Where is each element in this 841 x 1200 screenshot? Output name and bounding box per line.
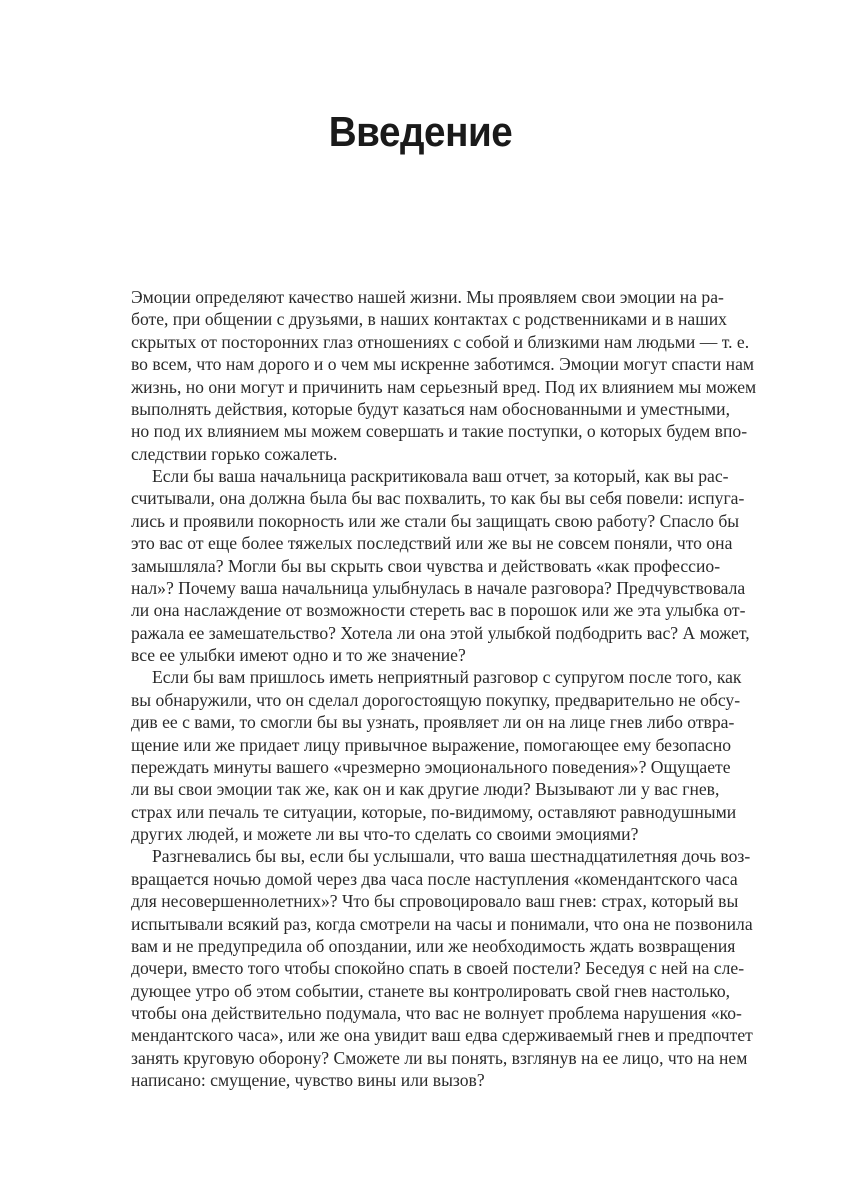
text-line: вы обнаружили, что он сделал дорогостоящую покупку, предварительно не обсу- bbox=[131, 689, 741, 710]
text-line: испытывали всякий раз, когда смотрели на часы и понимали, что она не позвонила bbox=[131, 913, 753, 934]
text-line: вам и не предупредила об опоздании, или же необходимость ждать возвращения bbox=[131, 935, 736, 956]
text-line: жизнь, но они могут и причинить нам серьезный вред. Под их влиянием мы можем bbox=[131, 376, 757, 397]
text-line: выполнять действия, которые будут казаться нам обоснованными и уместными, bbox=[131, 398, 730, 419]
paragraph bbox=[131, 286, 757, 465]
text-line: Если бы вам пришлось иметь неприятный разговор с супругом после того, как bbox=[152, 667, 742, 688]
text-line: лись и проявили покорность или же стали бы защищать свою работу? Спасло бы bbox=[131, 510, 740, 531]
text-line: все ее улыбки имеют одно и то же значение? bbox=[131, 645, 466, 665]
text-line: для несовершеннолетних»? Что бы спровоцировало ваш гнев: страх, который вы bbox=[131, 891, 739, 912]
text-line: переждать минуты вашего «чрезмерно эмоционального поведения»? Ощущаете bbox=[131, 756, 731, 777]
chapter-body bbox=[131, 286, 757, 1092]
text-line: считывали, она должна была бы вас похвалить, то как бы вы себя повели: испуга- bbox=[131, 488, 745, 509]
text-line: нал»? Почему ваша начальница улыбнулась в начале разговора? Предчувствовала bbox=[131, 577, 746, 598]
text-line: вращается ночью домой через два часа после наступления «комендантского часа bbox=[131, 868, 738, 889]
text-line: страх или печаль те ситуации, которые, по-видимому, оставляют равнодушными bbox=[131, 801, 737, 822]
text-line: дующее утро об этом событии, станете вы контролировать свой гнев настолько, bbox=[131, 980, 731, 1001]
text-line: замышляла? Могли бы вы скрыть свои чувства и действовать «как профессио- bbox=[131, 555, 721, 576]
text-line: див ее с вами, то смогли бы вы узнать, проявляет ли он на лице гнев либо отвра- bbox=[131, 712, 735, 733]
text-line: Разгневались бы вы, если бы услышали, что ваша шестнадцатилетняя дочь воз- bbox=[152, 846, 751, 867]
text-line: Эмоции определяют качество нашей жизни. Мы проявляем свои эмоции на ра- bbox=[131, 287, 724, 307]
paragraph bbox=[131, 666, 742, 845]
text-line: Если бы ваша начальница раскритиковала ваш отчет, за который, как вы рас- bbox=[152, 466, 729, 486]
text-line: ли она наслаждение от возможности стереть вас в порошок или же эта улыбка от- bbox=[131, 600, 746, 621]
text-line: это вас от еще более тяжелых последствий или же вы не совсем поняли, что она bbox=[131, 533, 733, 554]
text-line: но под их влиянием мы можем совершать и такие поступки, о которых будем впо- bbox=[131, 421, 748, 442]
text-line: других людей, и можете ли вы что-то сделать со своими эмоциями? bbox=[131, 824, 639, 844]
text-line: ражала ее замешательство? Хотела ли она этой улыбкой подбодрить вас? А может, bbox=[131, 622, 750, 643]
text-line: щение или же придает лицу привычное выражение, помогающее ему безопасно bbox=[131, 734, 732, 755]
text-line: скрытых от посторонних глаз отношениях с собой и близкими нам людьми — т. е. bbox=[131, 331, 750, 352]
paragraph bbox=[131, 465, 750, 666]
text-line: во всем, что нам дорого и о чем мы искренне заботимся. Эмоции могут спасти нам bbox=[131, 354, 755, 375]
text-line: занять круговую оборону? Сможете ли вы понять, взглянув на ее лицо, что на нем bbox=[131, 1047, 748, 1068]
text-line: написано: смущение, чувство вины или вызов? bbox=[131, 1070, 485, 1091]
text-line: чтобы она действительно подумала, что вас не волнует проблема нарушения «ко- bbox=[131, 1003, 742, 1023]
paragraph bbox=[131, 845, 753, 1091]
text-line: следствии горько сожалеть. bbox=[131, 443, 338, 464]
text-line: боте, при общении с друзьями, в наших контактах с родственниками и в наших bbox=[131, 309, 727, 330]
text-line: мендантского часа», или же она увидит ваш едва сдерживаемый гнев и предпочтет bbox=[131, 1025, 753, 1046]
chapter-title: Введение bbox=[328, 108, 513, 155]
text-line: дочери, вместо того чтобы спокойно спать в своей постели? Беседуя с ней на сле- bbox=[131, 958, 745, 979]
text-line: ли вы свои эмоции так же, как он и как другие люди? Вызывают ли у вас гнев, bbox=[131, 779, 720, 800]
